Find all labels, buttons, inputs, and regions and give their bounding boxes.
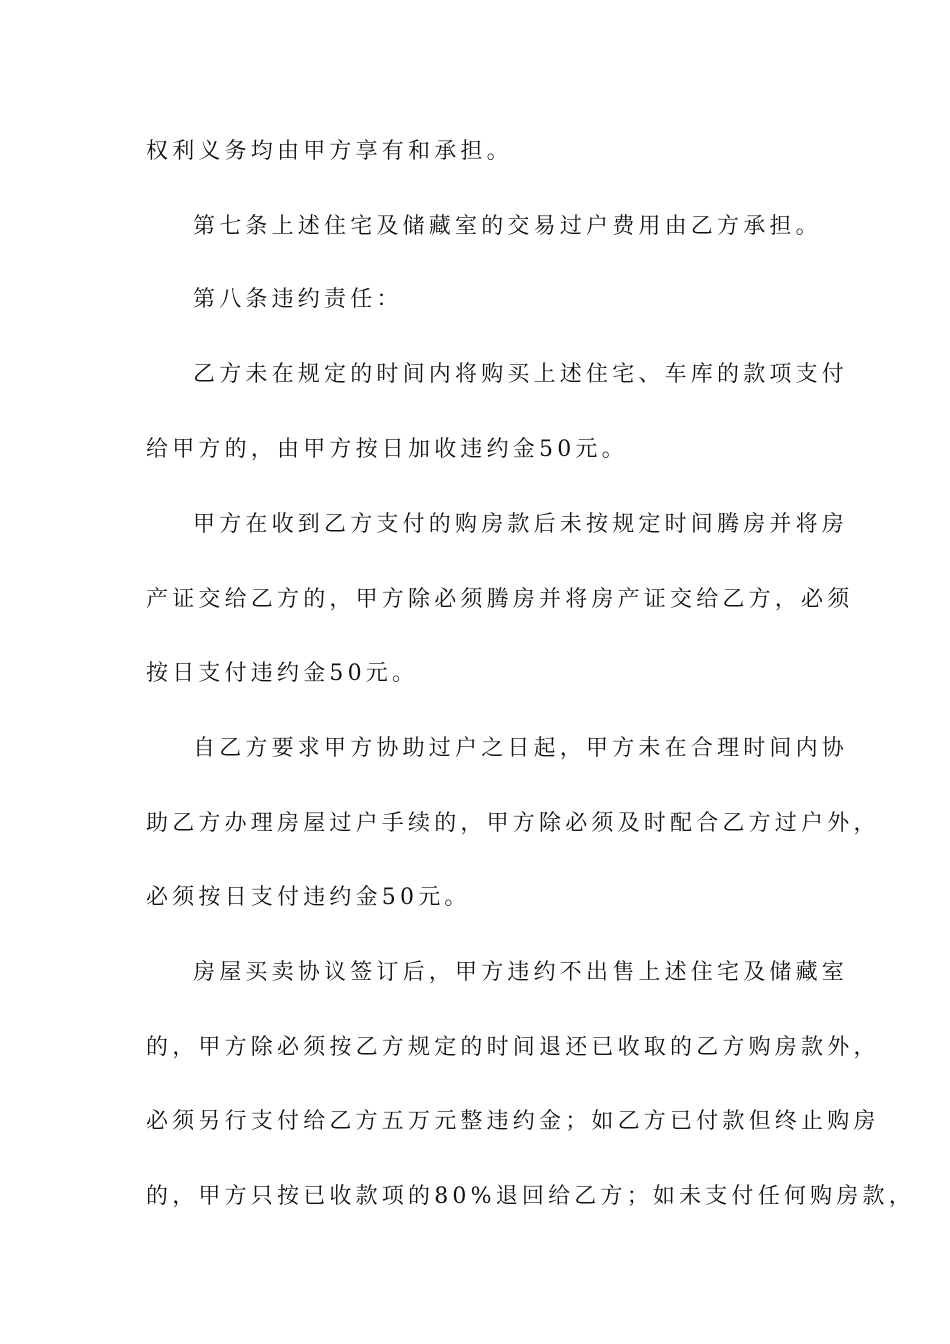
text-line: 甲方在收到乙方支付的购房款后未按规定时间腾房并将房 (193, 512, 849, 537)
text-line: 乙方未在规定的时间内将购买上述住宅、车库的款项支付 (193, 362, 849, 387)
text-line: 助乙方办理房屋过户手续的，甲方除必须及时配合乙方过户外， (146, 811, 880, 836)
text-line: 必须另行支付给乙方五万元整违约金；如乙方已付款但终止购房 (146, 1109, 880, 1134)
text-line: 的，甲方除必须按乙方规定的时间退还已收取的乙方购房款外， (146, 1035, 880, 1060)
text-line: 必须按日支付违约金50元。 (146, 885, 471, 910)
text-line: 权利义务均由甲方享有和承担。 (146, 139, 513, 164)
text-line: 按日支付违约金50元。 (146, 661, 419, 686)
text-line: 第七条上述住宅及储藏室的交易过户费用由乙方承担。 (193, 214, 822, 239)
text-line: 房屋买卖协议签订后，甲方违约不出售上述住宅及储藏室 (193, 960, 849, 985)
text-line: 给甲方的，由甲方按日加收违约金50元。 (146, 437, 628, 462)
text-line: 产证交给乙方的，甲方除必须腾房并将房产证交给乙方，必须 (146, 587, 854, 612)
text-line: 第八条违约责任： (193, 287, 403, 312)
text-line: 的，甲方只按已收款项的80%退回给乙方；如未支付任何购房款， (146, 1184, 915, 1209)
text-line: 自乙方要求甲方协助过户之日起，甲方未在合理时间内协 (193, 736, 849, 761)
